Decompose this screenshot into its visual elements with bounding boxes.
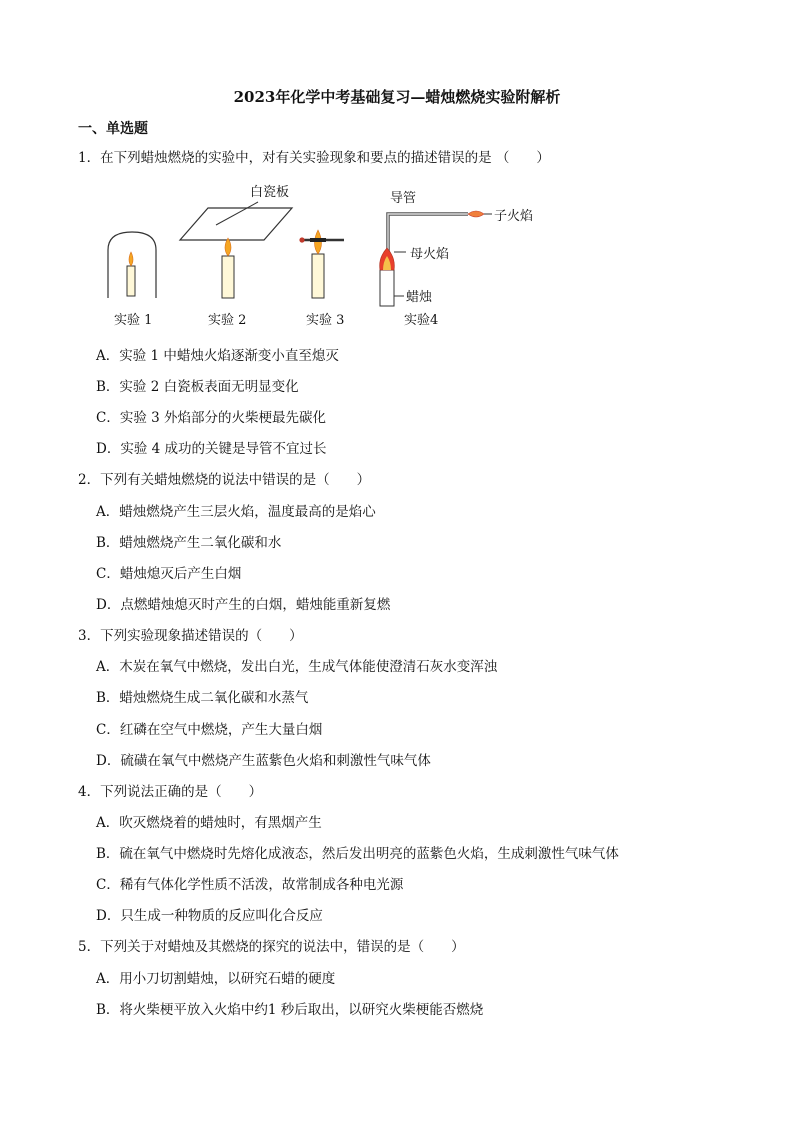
label-candle: 蜡烛	[406, 290, 433, 305]
experiment-2-illustration	[180, 202, 292, 298]
question-1-stem: 1．在下列蜡烛燃烧的实验中，对有关实验现象和要点的描述错误的是 （ ）	[78, 150, 550, 166]
question-4-option-d: D．只生成一种物质的反应叫化合反应	[96, 908, 323, 924]
question-2-option-d: D．点燃蜡烛熄灭时产生的白烟，蜡烛能重新复燃	[96, 597, 391, 613]
question-3-option-a: A．木炭在氧气中燃烧，发出白光，生成气体能使澄清石灰水变浑浊	[96, 659, 498, 675]
question-4-option-a: A．吹灭燃烧着的蜡烛时，有黑烟产生	[96, 815, 322, 831]
experiment-3-illustration	[299, 230, 344, 298]
caption-experiment-1: 实验 1	[114, 313, 153, 328]
question-3-option-c: C．红磷在空气中燃烧，产生大量白烟	[96, 722, 323, 738]
document-title: 2023年化学中考基础复习—蜡烛燃烧实验附解析	[233, 88, 561, 106]
section-heading: 一、单选题	[78, 121, 148, 137]
experiment-1-illustration	[108, 232, 156, 298]
label-mother-flame: 母火焰	[410, 247, 450, 262]
question-2-option-c: C．蜡烛熄灭后产生白烟	[96, 566, 242, 582]
question-1-option-c: C．实验 3 外焰部分的火柴梗最先碳化	[96, 410, 327, 426]
question-5-option-a: A．用小刀切割蜡烛，以研究石蜡的硬度	[96, 971, 336, 987]
caption-experiment-3: 实验 3	[306, 313, 345, 328]
question-5-stem: 5．下列关于对蜡烛及其燃烧的探究的说法中，错误的是（ ）	[78, 939, 465, 955]
candle-experiments-figure	[96, 178, 576, 338]
caption-experiment-4: 实验4	[404, 313, 439, 328]
question-1-option-d: D．实验 4 成功的关键是导管不宜过长	[96, 441, 327, 457]
label-child-flame: 子火焰	[494, 209, 534, 224]
question-4-stem: 4．下列说法正确的是（ ）	[78, 784, 263, 800]
question-2-option-b: B．蜡烛燃烧产生二氧化碳和水	[96, 535, 282, 551]
caption-experiment-2: 实验 2	[208, 313, 247, 328]
question-3-option-b: B．蜡烛燃烧生成二氧化碳和水蒸气	[96, 690, 309, 706]
question-2-stem: 2．下列有关蜡烛燃烧的说法中错误的是（ ）	[78, 472, 371, 488]
question-1-option-b: B．实验 2 白瓷板表面无明显变化	[96, 379, 299, 395]
question-4-option-c: C．稀有气体化学性质不活泼，故常制成各种电光源	[96, 877, 404, 893]
question-5-option-b: B．将火柴梗平放入火焰中约1 秒后取出，以研究火柴梗能否燃烧	[96, 1002, 484, 1018]
label-white-porcelain-board: 白瓷板	[250, 185, 290, 200]
question-3-stem: 3．下列实验现象描述错误的（ ）	[78, 628, 303, 644]
label-tube: 导管	[390, 191, 417, 206]
question-2-option-a: A．蜡烛燃烧产生三层火焰，温度最高的是焰心	[96, 504, 376, 520]
question-1-option-a: A．实验 1 中蜡烛火焰逐渐变小直至熄灭	[96, 348, 339, 364]
question-4-option-b: B．硫在氧气中燃烧时先熔化成液态，然后发出明亮的蓝紫色火焰，生成刺激性气味气体	[96, 846, 619, 862]
question-3-option-d: D．硫磺在氧气中燃烧产生蓝紫色火焰和刺激性气味气体	[96, 753, 431, 769]
